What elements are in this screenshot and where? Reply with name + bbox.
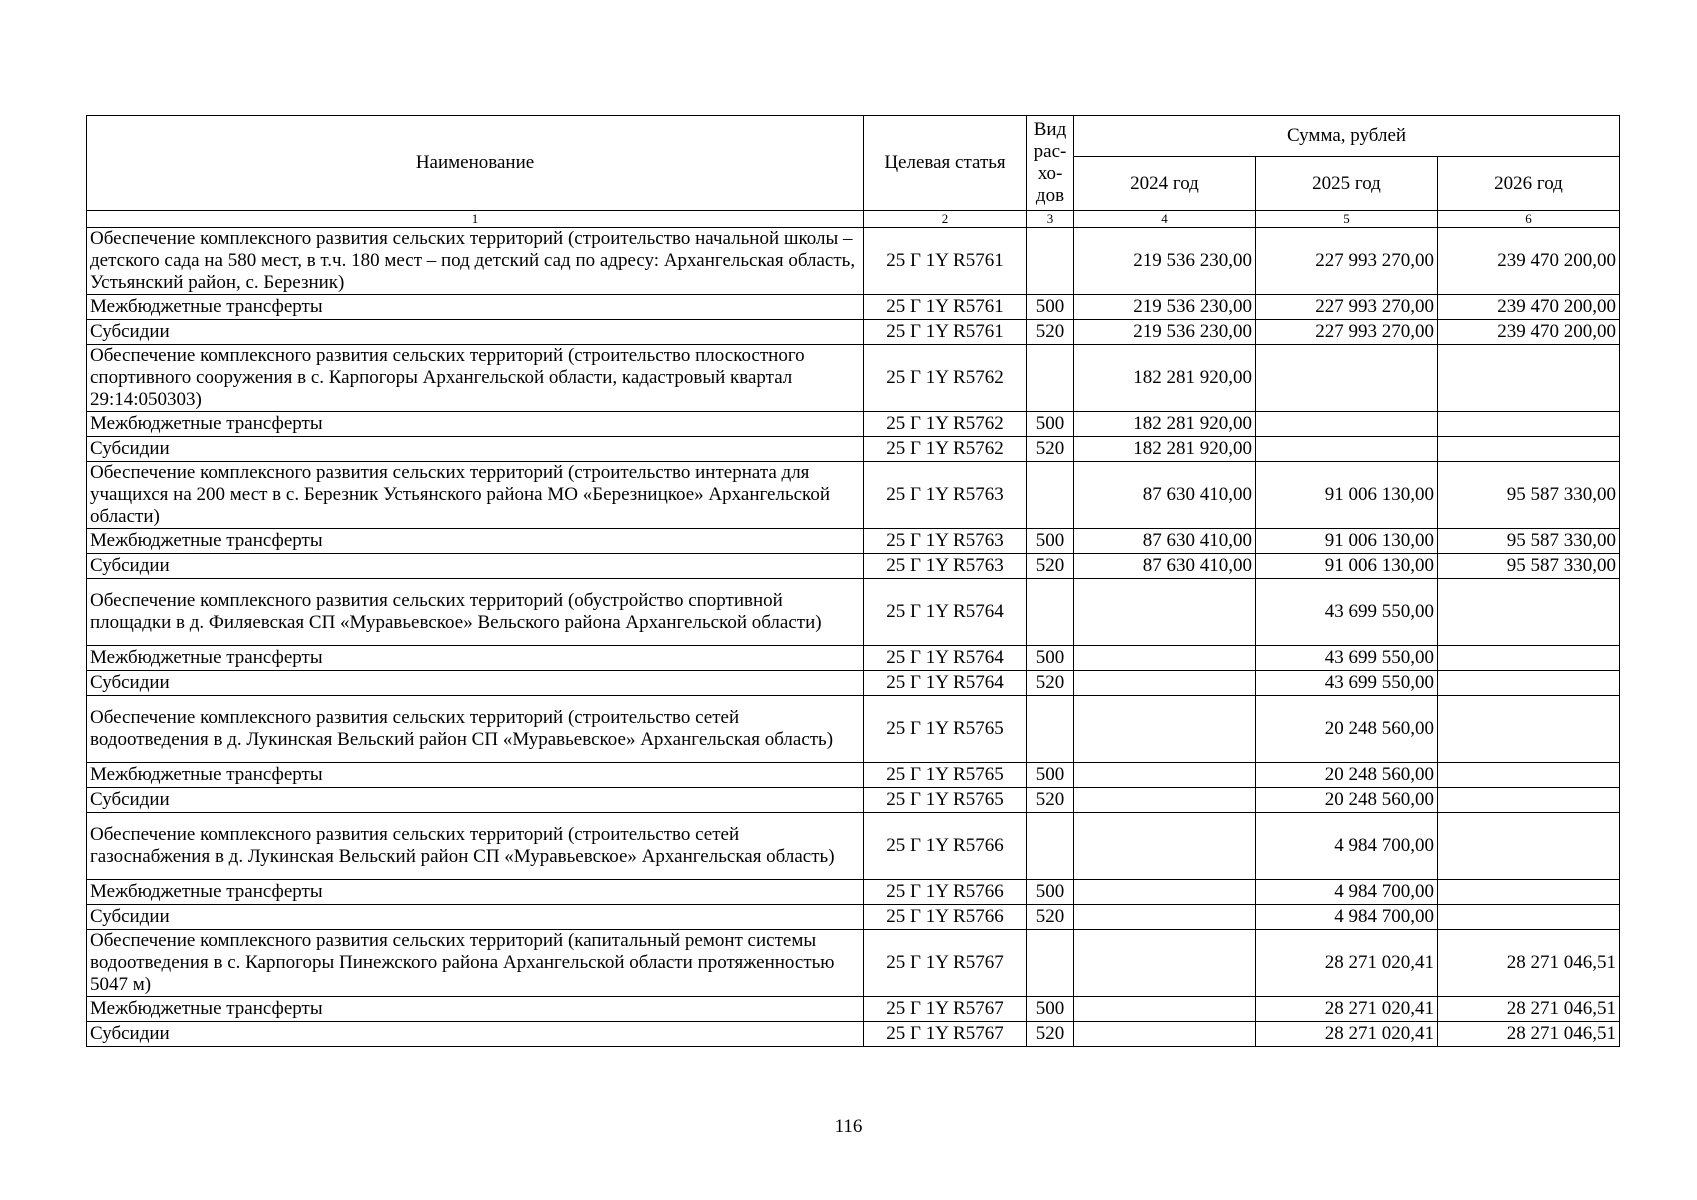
column-number-row — [87, 211, 1620, 228]
row-code: 25 Г 1Y R5765 — [864, 763, 1027, 788]
row-name: Межбюджетные трансферты — [87, 997, 864, 1022]
row-sum-2026: 95 587 330,00 — [1438, 462, 1620, 529]
row-sum-2026: 239 470 200,00 — [1438, 295, 1620, 320]
table-row — [87, 763, 1620, 788]
row-sum-2025: 20 248 560,00 — [1256, 788, 1438, 813]
row-code: 25 Г 1Y R5764 — [864, 671, 1027, 696]
row-sum-2026 — [1438, 763, 1620, 788]
row-code: 25 Г 1Y R5767 — [864, 1022, 1027, 1047]
row-sum-2024 — [1074, 579, 1256, 646]
header-year-2025: 2025 год — [1256, 157, 1438, 211]
row-code: 25 Г 1Y R5761 — [864, 320, 1027, 345]
row-name: Субсидии — [87, 788, 864, 813]
row-name: Обеспечение комплексного развития сельских территорий (строительство сетей газоснабжения в д. Лукинская Вельский район СП «Муравьевское» Архангельская область) — [87, 813, 864, 880]
row-sum-2024: 182 281 920,00 — [1074, 345, 1256, 412]
table-row — [87, 1022, 1620, 1047]
row-name: Обеспечение комплексного развития сельских территорий (строительство сетей водоотведения в д. Лукинская Вельский район СП «Муравьевское» Архангельская область) — [87, 696, 864, 763]
row-code: 25 Г 1Y R5762 — [864, 437, 1027, 462]
row-sum-2025: 91 006 130,00 — [1256, 462, 1438, 529]
row-vid: 500 — [1027, 295, 1074, 320]
row-sum-2025: 227 993 270,00 — [1256, 228, 1438, 295]
row-vid — [1027, 930, 1074, 997]
table-row — [87, 462, 1620, 529]
table-row — [87, 880, 1620, 905]
table-row — [87, 412, 1620, 437]
row-vid: 520 — [1027, 437, 1074, 462]
row-code: 25 Г 1Y R5765 — [864, 788, 1027, 813]
row-code: 25 Г 1Y R5766 — [864, 880, 1027, 905]
row-code: 25 Г 1Y R5762 — [864, 412, 1027, 437]
row-sum-2025: 4 984 700,00 — [1256, 880, 1438, 905]
row-name: Межбюджетные трансферты — [87, 763, 864, 788]
row-name: Субсидии — [87, 320, 864, 345]
row-sum-2025: 43 699 550,00 — [1256, 646, 1438, 671]
table-row — [87, 905, 1620, 930]
row-sum-2024 — [1074, 997, 1256, 1022]
row-sum-2026 — [1438, 880, 1620, 905]
row-vid: 520 — [1027, 905, 1074, 930]
row-sum-2026: 239 470 200,00 — [1438, 228, 1620, 295]
column-number: 4 — [1074, 211, 1256, 228]
row-sum-2024: 182 281 920,00 — [1074, 412, 1256, 437]
table-row — [87, 646, 1620, 671]
table-row — [87, 295, 1620, 320]
row-sum-2024 — [1074, 880, 1256, 905]
row-sum-2025: 20 248 560,00 — [1256, 696, 1438, 763]
row-vid: 500 — [1027, 529, 1074, 554]
row-sum-2024 — [1074, 788, 1256, 813]
row-vid: 520 — [1027, 1022, 1074, 1047]
row-sum-2024 — [1074, 646, 1256, 671]
column-number: 5 — [1256, 211, 1438, 228]
row-sum-2026: 28 271 046,51 — [1438, 1022, 1620, 1047]
row-code: 25 Г 1Y R5766 — [864, 905, 1027, 930]
row-sum-2026 — [1438, 696, 1620, 763]
row-sum-2026: 239 470 200,00 — [1438, 320, 1620, 345]
row-sum-2026: 28 271 046,51 — [1438, 930, 1620, 997]
row-vid: 520 — [1027, 320, 1074, 345]
row-sum-2026 — [1438, 788, 1620, 813]
header-vid: Вид рас-хо-дов — [1027, 116, 1074, 211]
header-year-2024: 2024 год — [1074, 157, 1256, 211]
row-sum-2026 — [1438, 905, 1620, 930]
row-sum-2024: 219 536 230,00 — [1074, 320, 1256, 345]
row-vid — [1027, 579, 1074, 646]
column-number: 1 — [87, 211, 864, 228]
row-sum-2025: 43 699 550,00 — [1256, 671, 1438, 696]
row-vid: 500 — [1027, 412, 1074, 437]
table-row — [87, 788, 1620, 813]
row-code: 25 Г 1Y R5763 — [864, 554, 1027, 579]
row-name: Межбюджетные трансферты — [87, 646, 864, 671]
table-row — [87, 437, 1620, 462]
row-code: 25 Г 1Y R5767 — [864, 930, 1027, 997]
row-vid: 520 — [1027, 671, 1074, 696]
row-sum-2025: 227 993 270,00 — [1256, 295, 1438, 320]
row-sum-2025: 227 993 270,00 — [1256, 320, 1438, 345]
row-code: 25 Г 1Y R5765 — [864, 696, 1027, 763]
row-name: Обеспечение комплексного развития сельских территорий (строительство плоскостного спортивного сооружения в с. Карпогоры Архангельской области, кадастровый квартал 29:14:050303) — [87, 345, 864, 412]
column-number: 2 — [864, 211, 1027, 228]
page-number: 116 — [834, 1116, 863, 1137]
row-sum-2025: 4 984 700,00 — [1256, 905, 1438, 930]
row-sum-2025: 91 006 130,00 — [1256, 529, 1438, 554]
table-row — [87, 930, 1620, 997]
header-sum: Сумма, рублей — [1074, 116, 1620, 157]
row-sum-2025 — [1256, 412, 1438, 437]
row-sum-2024 — [1074, 763, 1256, 788]
table-row — [87, 997, 1620, 1022]
row-name: Межбюджетные трансферты — [87, 880, 864, 905]
row-name: Обеспечение комплексного развития сельских территорий (капитальный ремонт системы водоотведения в с. Карпогоры Пинежского района Архангельской области протяженностью 5047 м) — [87, 930, 864, 997]
row-name: Субсидии — [87, 437, 864, 462]
row-name: Межбюджетные трансферты — [87, 295, 864, 320]
row-code: 25 Г 1Y R5764 — [864, 646, 1027, 671]
row-name: Обеспечение комплексного развития сельских территорий (строительство интерната для учащихся на 200 мест в с. Березник Устьянского района МО «Березницкое» Архангельской области) — [87, 462, 864, 529]
row-sum-2025: 20 248 560,00 — [1256, 763, 1438, 788]
budget-table — [86, 115, 1620, 1047]
row-sum-2026 — [1438, 437, 1620, 462]
row-sum-2026: 95 587 330,00 — [1438, 554, 1620, 579]
row-sum-2024 — [1074, 930, 1256, 997]
column-number: 3 — [1027, 211, 1074, 228]
row-sum-2025 — [1256, 345, 1438, 412]
row-name: Субсидии — [87, 905, 864, 930]
row-sum-2025: 91 006 130,00 — [1256, 554, 1438, 579]
row-sum-2024: 182 281 920,00 — [1074, 437, 1256, 462]
row-vid — [1027, 462, 1074, 529]
row-sum-2025: 28 271 020,41 — [1256, 930, 1438, 997]
row-sum-2026: 28 271 046,51 — [1438, 997, 1620, 1022]
table-row — [87, 671, 1620, 696]
row-name: Обеспечение комплексного развития сельских территорий (обустройство спортивной площадки в д. Филяевская СП «Муравьевское» Вельского района Архангельской области) — [87, 579, 864, 646]
row-sum-2025 — [1256, 437, 1438, 462]
row-name: Субсидии — [87, 554, 864, 579]
row-sum-2024: 219 536 230,00 — [1074, 228, 1256, 295]
row-sum-2024 — [1074, 671, 1256, 696]
row-sum-2026 — [1438, 813, 1620, 880]
header-code: Целевая статья — [864, 116, 1027, 211]
row-code: 25 Г 1Y R5762 — [864, 345, 1027, 412]
row-sum-2026 — [1438, 345, 1620, 412]
row-vid — [1027, 228, 1074, 295]
column-number: 6 — [1438, 211, 1620, 228]
table-row — [87, 320, 1620, 345]
row-sum-2025: 28 271 020,41 — [1256, 1022, 1438, 1047]
row-sum-2026 — [1438, 671, 1620, 696]
row-vid: 520 — [1027, 554, 1074, 579]
table-body — [87, 228, 1620, 1047]
row-vid — [1027, 345, 1074, 412]
row-code: 25 Г 1Y R5767 — [864, 997, 1027, 1022]
row-sum-2024: 87 630 410,00 — [1074, 554, 1256, 579]
table-row — [87, 696, 1620, 763]
table-row — [87, 529, 1620, 554]
table-row — [87, 579, 1620, 646]
row-sum-2024: 219 536 230,00 — [1074, 295, 1256, 320]
row-name: Обеспечение комплексного развития сельских территорий (строительство начальной школы – детского сада на 580 мест, в т.ч. 180 мест – под детский сад по адресу: Архангельская область, Устьянский район, с. Березник) — [87, 228, 864, 295]
row-vid: 500 — [1027, 880, 1074, 905]
row-sum-2024: 87 630 410,00 — [1074, 462, 1256, 529]
row-code: 25 Г 1Y R5764 — [864, 579, 1027, 646]
row-code: 25 Г 1Y R5761 — [864, 228, 1027, 295]
row-name: Субсидии — [87, 1022, 864, 1047]
table-row — [87, 228, 1620, 295]
row-vid — [1027, 813, 1074, 880]
row-name: Субсидии — [87, 671, 864, 696]
row-code: 25 Г 1Y R5763 — [864, 529, 1027, 554]
row-code: 25 Г 1Y R5761 — [864, 295, 1027, 320]
row-sum-2026 — [1438, 412, 1620, 437]
row-sum-2024 — [1074, 813, 1256, 880]
row-sum-2025: 43 699 550,00 — [1256, 579, 1438, 646]
row-sum-2024 — [1074, 905, 1256, 930]
row-vid: 500 — [1027, 763, 1074, 788]
table-row — [87, 554, 1620, 579]
row-name: Межбюджетные трансферты — [87, 529, 864, 554]
row-sum-2024 — [1074, 696, 1256, 763]
row-vid: 500 — [1027, 997, 1074, 1022]
row-code: 25 Г 1Y R5763 — [864, 462, 1027, 529]
header-name: Наименование — [87, 116, 864, 211]
row-sum-2026 — [1438, 579, 1620, 646]
row-sum-2024 — [1074, 1022, 1256, 1047]
table-row — [87, 345, 1620, 412]
row-vid — [1027, 696, 1074, 763]
row-sum-2025: 4 984 700,00 — [1256, 813, 1438, 880]
row-code: 25 Г 1Y R5766 — [864, 813, 1027, 880]
row-sum-2026: 95 587 330,00 — [1438, 529, 1620, 554]
header-year-2026: 2026 год — [1438, 157, 1620, 211]
row-vid: 500 — [1027, 646, 1074, 671]
row-sum-2025: 28 271 020,41 — [1256, 997, 1438, 1022]
row-sum-2026 — [1438, 646, 1620, 671]
row-sum-2024: 87 630 410,00 — [1074, 529, 1256, 554]
table-row — [87, 813, 1620, 880]
row-vid: 520 — [1027, 788, 1074, 813]
row-name: Межбюджетные трансферты — [87, 412, 864, 437]
